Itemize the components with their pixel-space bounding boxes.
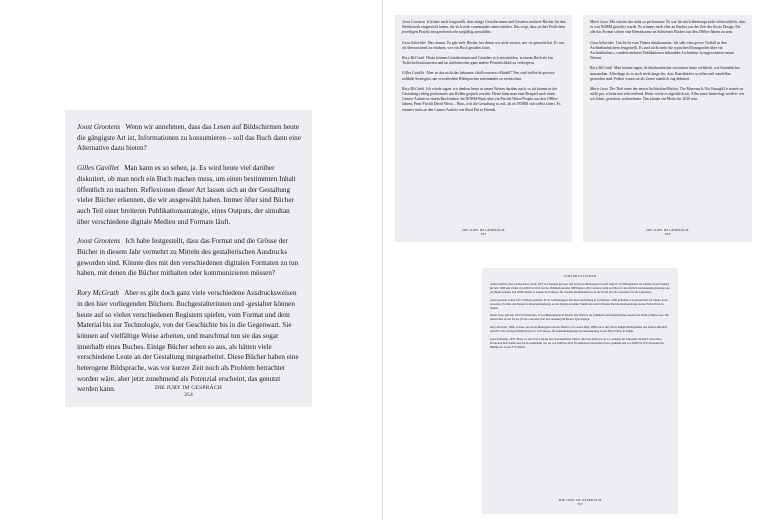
- speaker-name: Marie Lusa: [590, 20, 608, 24]
- page-number: 354: [184, 392, 193, 398]
- paragraph-text: Der Titel eines der neuen Architektur-Bücher, The Museum Is Not Enough/Le musée ne suffit pas, scheint mir sehr treffend. Heute reicht es eigentlich nie. Alles muss hinterfragt werden: wie wir leben, gestalten, wahrnehmen. Das könnte ein Motto für 2020 sein.: [590, 87, 745, 102]
- page-footer: [65, 385, 312, 399]
- jury-bio: Gesa Schneider, 1973, Bonn, ist seit 2015 Leiterin des Literaturhauses Zürich. 2013 bis 2016 war sie Co-Leiterin des Museums Strauhof. Nach ihrer Promotion über Kafka und die Prosaminiatur war sie von 2006 bis 2015 Projektleiterin bei Keller Ernst- genheim und von 2008 bis 2015 Dozentin für Bildtheorie an der F+F Zürich.: [490, 337, 664, 349]
- speaker-name: Joost Grootens: [77, 123, 121, 131]
- paragraph: [590, 87, 746, 103]
- paragraph: [402, 41, 566, 51]
- page-number: 357: [577, 501, 583, 506]
- paragraph-text: Aber es gibt doch ganz viele verschiedene Ausdrucksweisen in den hier vorliegenden Büchern. Buchgestalterinnen und -gestalter können heute auf so vielen verschiedenen Registern spielen, vom Format und dem Material bis zur Technologie, von der Geschichte bis in die Gegenwart. Sie können auf vielfältige Weise arbeiten, und manchmal tun sie das sogar innerhalb eines Buches. Einige Bücher sehen so aus, als hätten viele verschiedene Leute an der Gestaltung mitgearbeitet. Diese Bücher haben eine heterogene Bildsprache, was vor kurzer Zeit noch als Problem betrachtet worden wäre, aber jetzt zunehmend als Potenzial erscheint, das genutzt werden kann.: [77, 289, 299, 394]
- page-355: [395, 15, 572, 242]
- speaker-name: Rory McGrath: [402, 86, 425, 91]
- speaker-name: Joost Grootens: [77, 237, 121, 246]
- footer-title: DIE JURY IM GESPRÄCH: [462, 227, 505, 232]
- speaker-name: Rory McGrath: [590, 66, 613, 71]
- page-number: 356: [664, 231, 671, 236]
- paragraph: [402, 87, 566, 113]
- paragraph-text: Mir scheint das nicht so performativ. Es war für mich überhaupt nicht offensichtlich, dass es von NORM gestaltet wurde. Es erinnert mich eher an Bücher aus der Zeit des Swiss Design. Für alle das Format schien eine Reminiszenz an Schweizer Bücher aus den 1960er-Jahren zu sein.: [590, 20, 746, 35]
- jury-bio: Marie Lusa, geboren 1974 in Pontresina, ist Grafikdesignerin in Zürich. Seit 2003 ist sie Gründerin und künstlerische Leiterin des Studios Marie Lusa. Sie unterrichtet an der ECAL (Ecole cantonale d'art de Lausanne) im Master Type Design.: [490, 313, 669, 322]
- paragraph-text: Man kann es so sehen, ja. Es wird heute viel darüber diskutiert, ob man noch ein Buch machen muss, um einen bestimmten Inhalt öffentlich zu machen. Reflexionen dieser Art lassen sich an der Gestaltung vieler Bücher erkennen, die wir ausgewählt haben. Immer öfter sind Bücher auch Teil einer breiteren Publikationsstrategie, eines Outputs, der simultan über verschiedene digitale Medien und Formate läuft.: [77, 164, 296, 226]
- footer-title: DIE JURY IM GESPRÄCH: [154, 385, 223, 391]
- paragraph-text: Ich würde sagen, wir denken heute in neuen Weisen darüber nach, so als könnte in der Gestaltung richtig performativ mit Rollen gespielt werden. Heute kann man zum Beispiel auch einen Cameo-Auftritt in einem Buch haben. Im NORM-Buch über ein Fischli-Weiss-Projekt aus den 1980er-Jahren, Peter Fischli David Weiss – Haus, tritt die Gestaltung so auf, als ob NORM sich selbst zitiert. Es erinnert mich an den Cameo-Auftritt von Brad Pitt in Friends.: [402, 86, 561, 112]
- page-footer: [395, 228, 572, 236]
- paragraph: [77, 163, 301, 227]
- paragraph-text: Ich habe auch festgestellt, dass einige Gestalterinnen und Gestalter mehrere Bücher für den Wettbewerb eingereicht haben, die sich stark voneinander unterscheiden. Das zeigt, dass sie ihre Rolle dem jeweiligen Projekt entsprechend sehr sorgfältig auswählen.: [402, 20, 566, 35]
- page-footer: [583, 228, 752, 236]
- jury-bio: Joost Grootens wurde 1971 in Breda geboren. Er ist Grafikdesigner mit einer Ausbildung in Architektur. 1995 gründete er in Amsterdam das Studio Joost Grootens. Er leitet den Master in Informationsdesign an der Design Academy Eindhoven und ist Dozent für Informationsdesign an der ISIA Urbino in Italien.: [490, 297, 668, 310]
- speaker-name: Gilles Gavillet: [77, 164, 119, 173]
- speaker-name: Gesa Schneider: [590, 40, 614, 45]
- paragraph-text: Man könnte sagen, Architekturbücher versuchen heute vielleicht, wie Kunstbücher auszusehen. Allerdings ist es noch nicht lange her, dass Kunstbücher so offen und wandelbar geworden sind. Früher waren sie als Genre ziemlich eng definiert.: [590, 66, 740, 81]
- paragraph: [590, 41, 746, 62]
- paragraph-text: Um leicht vom Thema abzukommen: Ich sehe eine grosse Vielfalt in den Architekturbüchern festgestellt. Es sind nicht mehr die typischen Monografien über ein Architekturbüro, sondern mehrere Publikationen behandeln Architektur in ungewohnten neuen Weisen.: [590, 40, 734, 61]
- speaker-name: Joost Grootens: [402, 20, 425, 24]
- page-356: [583, 15, 752, 242]
- page-footer: [482, 498, 678, 506]
- paragraph: [77, 122, 301, 154]
- paragraph: [402, 20, 566, 36]
- paragraph: [590, 66, 746, 82]
- paragraph: [402, 71, 566, 81]
- speaker-name: Gilles Gavillet: [402, 71, 425, 76]
- jury-bio: Rory McGrath, 1986, London, ist als Grafikdesigner und Art Director in London tätig. 2008 war er mit Oliver Knight Mitbegründer des Studios OK-RM und 2013 des Verlags InOtherWords. Er ist Professor für Ausstellungsdesign und Inszenierung an der ISIA Urbino in Italien.: [490, 325, 667, 334]
- page-number: 355: [480, 231, 487, 236]
- paragraph: [402, 56, 566, 66]
- speaker-name: Gesa Schneider: [402, 40, 426, 45]
- page-354: [65, 110, 312, 407]
- paragraph: [77, 236, 301, 279]
- speaker-name: Rory McGrath: [77, 289, 119, 298]
- speaker-name: Rory McGrath: [402, 56, 425, 61]
- paragraph-text: Aber ist das nicht das bekannte «Stellvertreter»-Modell? Neu sind vielleicht gewisse radikale Strategien, um verschiedene Bildsprachen miteinander zu vermischen.: [402, 71, 555, 81]
- paragraph-text: Wenn wir annehmen, dass das Lesen auf Bildschirmen heute die gängigste Art ist, Informationen zu konsumieren – soll das Buch dann eine Alternative dazu bieten?: [77, 123, 301, 153]
- footer-title: DIE JURY IM GESPRÄCH: [558, 497, 602, 502]
- page-357: [482, 268, 678, 514]
- jury-bio: Gilles Gavillet (Juryvorsitzender) wurde 1973 in Lausanne geboren und ist als Grafikdesigner in Genf tätig. Er ist Mitbegründer der Optimo Type Foundry im Jahr 1998 und wirkte von 2004 bis 2021 bei der Publikationsreihe JRP|Ringier. 2011 wurde er zum Art Director des jährlich erscheinenden Katalogs der Art Basel ernannt. Seit 2008 arbeitet er zudem als Professor für visuelle Kommunikation an der ECAL (Ecole cantonale d'art de Lausanne).: [490, 282, 670, 294]
- footer-title: DIE JURY IM GESPRÄCH: [646, 227, 689, 232]
- speaker-name: Marie Lusa: [590, 87, 608, 92]
- paragraph: [590, 20, 746, 36]
- paragraph-text: Ich habe festgestellt, dass das Format und die Grösse der Bücher in diesem Jahr vermehrt zu Mitteln des gestalterischen Ausdrucks geworden sind. Könnte dies mit den verschiedenen digitalen Formaten zu tun haben, mit denen die Bücher mithalten oder kommunizieren müssen?: [77, 237, 299, 278]
- paragraph-text: Das stimmt. Es gab viele Bücher, bei denen wir nicht wissen, wer sie gemacht hat. Es war oft überraschend zu erfahren, wer ein Buch gestaltet hatte.: [402, 40, 565, 50]
- spread-gutter: [382, 0, 383, 520]
- paragraph-text: Heute können Gestalterinnen und Gestalter sich entscheiden, in einem Buch als Jan Tschichold aufzutreten und im nächsten eine ganz andere Persönlichkeit zu verkörpern.: [402, 56, 553, 66]
- paragraph: [77, 288, 301, 395]
- section-title: JURYMITGLIEDER: [563, 274, 597, 278]
